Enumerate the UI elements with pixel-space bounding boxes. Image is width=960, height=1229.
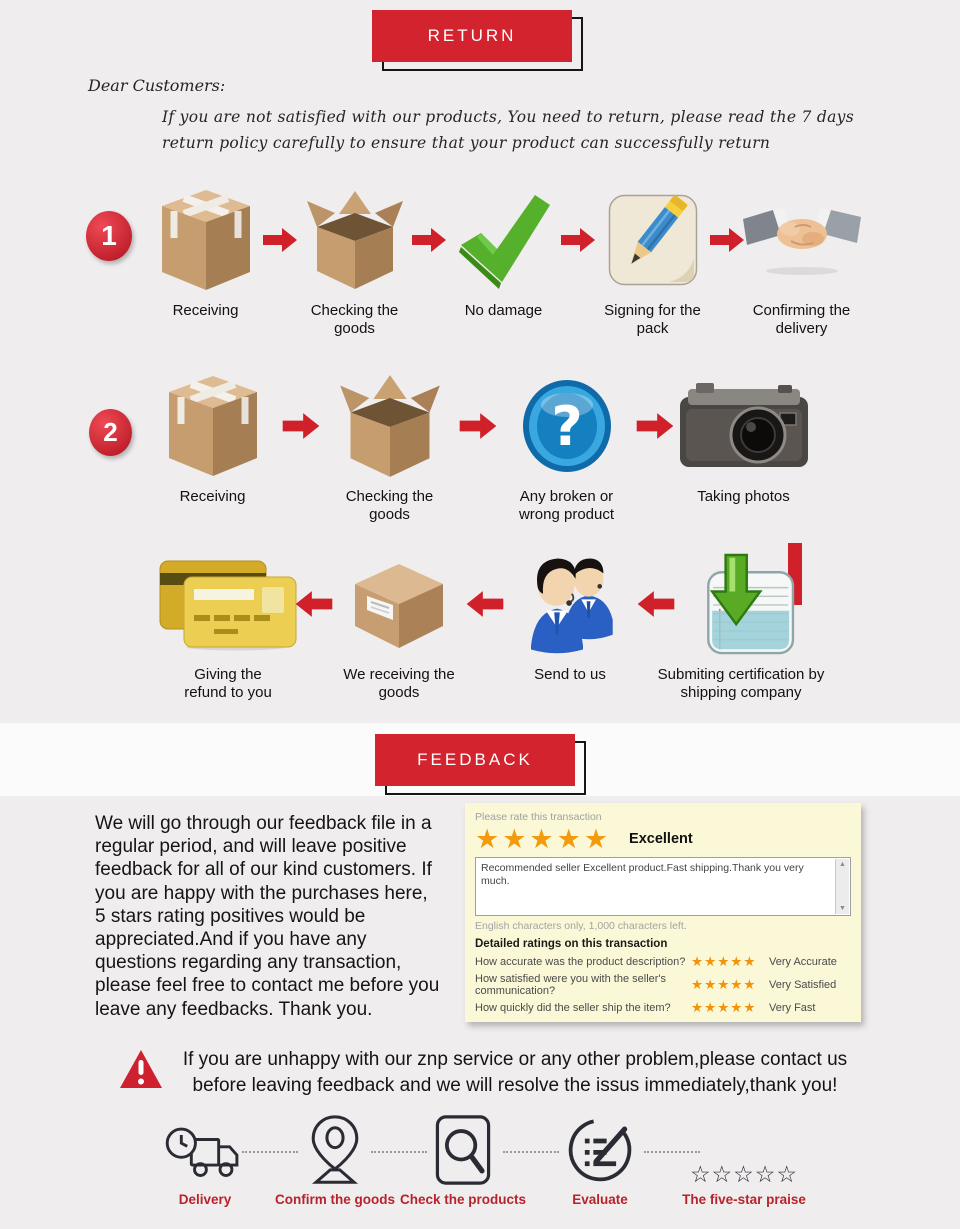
flow-step [163,550,293,702]
arrow-right-icon [561,186,595,294]
scroll-down-icon[interactable]: ▼ [839,905,846,912]
flow-step [744,186,859,338]
flow-step [595,186,710,338]
evaluate-icon [564,1118,636,1186]
five-star-outline-icon [690,1118,798,1186]
support-team-icon [518,550,622,658]
flow-step [145,372,280,506]
feedback-comment-text[interactable]: Recommended seller Excellent product.Fast shipping.Thank you very much. [481,862,804,887]
intro-line-1: If you are not satisfied with our products, You need to return, please read the 7 days [162,108,854,126]
arrow-left-icon [464,550,505,658]
flow-step [499,372,634,524]
flow-step [446,186,561,320]
step-label: Checking the goods [310,302,399,337]
return-banner-label[interactable]: RETURN [372,10,572,62]
feedback-comment-box[interactable] [475,857,851,916]
return-flow-row-2 [145,372,811,524]
step-label: No damage [464,302,543,319]
flow-step [505,550,635,684]
return-banner [372,10,572,62]
arrow-right-icon [710,186,744,294]
arrow-left-icon [293,550,334,658]
handshake-icon [743,186,861,294]
step-label: Giving the refund to you [184,666,272,701]
rating-stars[interactable]: ★★★★★ [691,977,757,992]
scroll-up-icon[interactable]: ▲ [839,861,846,868]
rating-stars[interactable]: ★★★★★ [691,954,757,969]
arrow-right-icon [412,186,446,294]
detailed-ratings-title: Detailed ratings on this transaction [475,938,668,950]
rating-row [475,974,851,996]
arrow-right-icon [263,186,297,294]
rating-verdict: Very Fast [769,1002,816,1014]
bottom-step-praise [669,1118,819,1207]
scrollbar[interactable] [835,859,849,914]
step-label: Receiving [179,488,246,505]
bottom-step-label: The five-star praise [682,1192,806,1207]
warning-line-1: If you are unhappy with our znp service or any other problem,please contact us [182,1049,848,1070]
intro-text [162,104,854,156]
parcel-box-icon [347,550,451,658]
step-label: Send to us [534,666,606,683]
feedback-rating-panel [465,803,861,1022]
rating-question: How satisfied were you with the seller's communication? [475,973,667,997]
rate-prompt: Please rate this transaction [475,811,602,823]
outline-stars-glyphs: ☆☆☆☆☆ [689,1161,799,1187]
overall-rating-word: Excellent [629,831,693,847]
rating-question: How accurate was the product description? [475,956,686,968]
svg-text:?: ? [550,395,583,458]
return-flow-row-3 [163,550,825,702]
flow-step [322,372,457,524]
green-check-icon [457,186,551,294]
warning-text [168,1047,862,1099]
step-label: Checking the goods [345,488,434,523]
rating-question: How quickly did the seller ship the item? [475,1002,671,1014]
bottom-step-label: Delivery [178,1192,232,1207]
arrow-left-icon [635,550,676,658]
bottom-step-evaluate [525,1118,675,1207]
pencil-sign-icon [608,186,698,294]
credit-cards-icon [158,550,298,658]
question-mark-icon [522,372,612,480]
warning-line-2: before leaving feedback and we will resolve the issus immediately,thank you! [192,1075,838,1096]
bottom-step-check [388,1118,538,1207]
feedback-banner [375,734,575,786]
step-label: Taking photos [697,488,790,505]
bottom-step-label: Confirm the goods [275,1192,395,1207]
step-label: We receiving the goods [343,666,455,701]
delivery-truck-icon [164,1118,246,1186]
search-product-icon [434,1118,492,1186]
step-label: Confirming the delivery [752,302,851,337]
closed-box-icon [167,372,259,480]
rating-stars[interactable]: ★★★★★ [691,1000,757,1015]
arrow-right-icon [634,372,676,480]
warning-triangle-icon [119,1048,163,1095]
closed-box-icon [160,186,252,294]
intro-line-2: return policy carefully to ensure that your product can successfully return [162,134,771,152]
rating-row [475,951,851,973]
characters-note: English characters only, 1,000 characters left. [475,920,687,932]
step-label: Any broken or wrong product [518,488,615,523]
rating-row [475,997,851,1019]
camera-icon [680,372,808,480]
certification-icon [687,550,795,658]
bottom-step-label: Evaluate [572,1192,628,1207]
greeting-text: Dear Customers: [88,76,226,95]
feedback-paragraph: We will go through our feedback file in a regular period, and will leave positive feedback for all of our kind customers. If you are happy with the purchases here, 5 stars rating positives would be appreciated.And if you have any questions regarding any transaction, please feel free to contact me before you leave any feedbacks. Thank you. [95,813,440,1020]
overall-rating-stars[interactable]: ★★★★★ [475,824,612,854]
open-box-icon [340,372,440,480]
rating-verdict: Very Accurate [769,956,837,968]
return-flow-row-1 [148,186,859,338]
flow-step [148,186,263,320]
flow-step [297,186,412,338]
flow-step [657,550,825,702]
rating-verdict: Very Satisfied [769,979,837,991]
arrow-right-icon [457,372,499,480]
feedback-banner-label[interactable]: FEEDBACK [375,734,575,786]
step-label: Receiving [172,302,239,319]
step-label: Submiting certification by shipping company [657,666,825,701]
bottom-step-label: Check the products [399,1192,527,1207]
step-label: Signing for the pack [604,302,701,337]
location-pin-icon [304,1118,366,1186]
bottom-step-delivery [130,1118,280,1207]
arrow-right-icon [280,372,322,480]
open-box-icon [307,186,403,294]
step-number-badge-2: 2 [89,409,132,456]
flow-step [334,550,464,702]
flow-step [676,372,811,506]
step-number-badge-1: 1 [86,211,132,261]
